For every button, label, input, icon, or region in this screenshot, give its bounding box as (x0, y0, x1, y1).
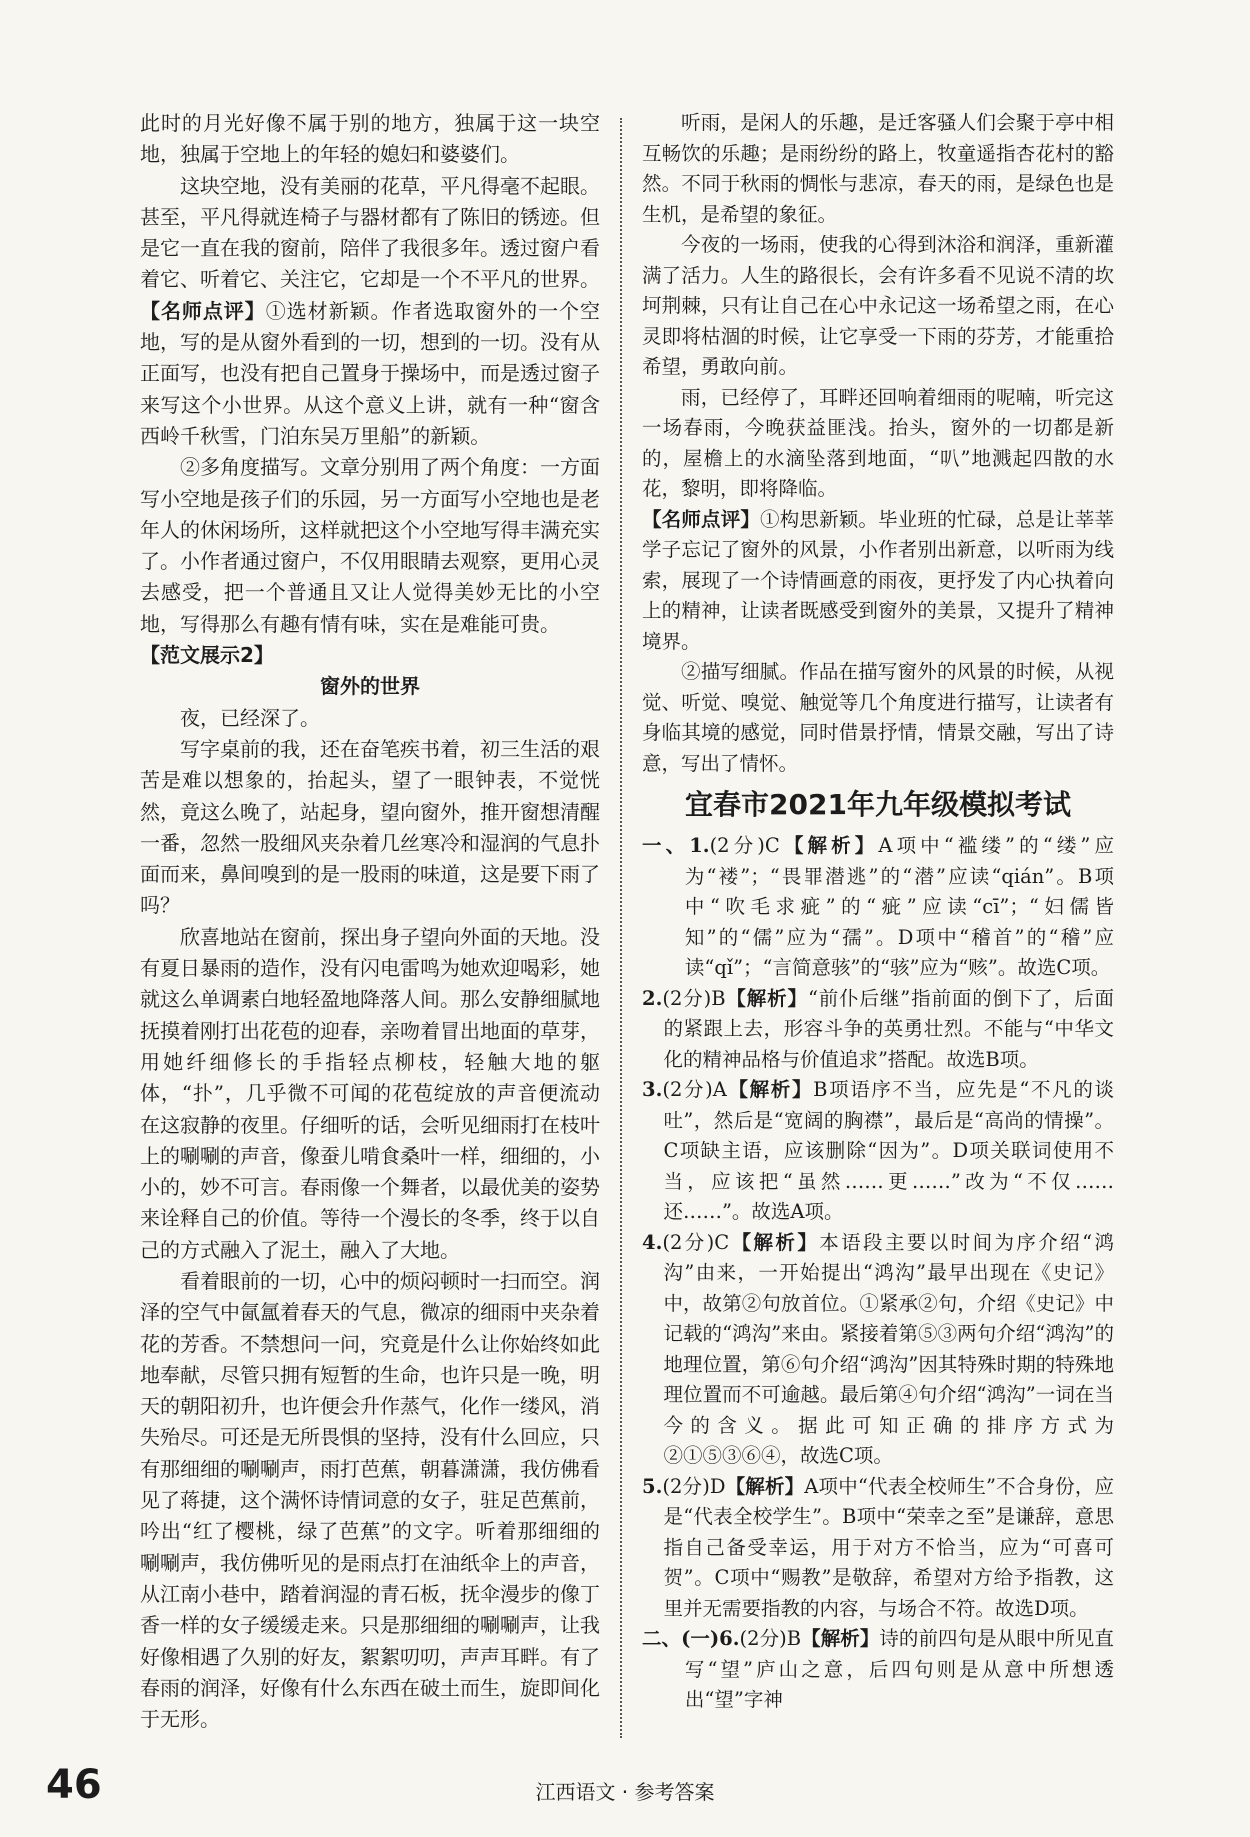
answer-item (642, 984, 1114, 1076)
comment-text: ①选材新颖。作者选取窗外的一个空地，写的是从窗外看到的一切，想到的一切。没有从正面写，也没有把自己置身于操场中，而是透过窗子来写这个小世界。从这个意义上讲，就有一种“窗含西岭千秋雪，门泊东吴万里船”的新颖。 (140, 298, 601, 448)
essay-title: 窗外的世界 (320, 674, 420, 699)
answer-score: (2分)B (739, 1627, 802, 1650)
right-column (642, 108, 1114, 1716)
sample-heading: 【范文展示2】 (140, 643, 274, 668)
answer-text: 本语段主要以时间为序介绍“鸿沟”由来，一开始提出“鸿沟”最早出现在《史记》中，故第②句放首位。①紧承②句，介绍《史记》中记载的“鸿沟”来由。紧接着第⑤③两句介绍“鸿沟”的地理位置，第⑥句介绍“鸿沟”因其特殊时期的特殊地理位置而不可逾越。最后第④句介绍“鸿沟”一词在当今的含义。据此可知正确的排序方式为②①⑤③⑥④，故选C项。 (663, 1230, 1114, 1467)
answer-score: (2分)C (709, 834, 780, 857)
answer-number: 5. (642, 1474, 663, 1498)
column-divider (620, 118, 622, 1738)
answer-score: (2分)C (662, 1230, 730, 1254)
answer-score: (2分)B (662, 986, 726, 1010)
answer-text: 诗的前四句是从眼中所见直写“望”庐山之意，后四句则是从意中所想透出“望”字神 (684, 1627, 1114, 1711)
paragraph: 此时的月光好像不属于别的地方，独属于这一块空地，独属于空地上的年轻的媳妇和婆婆们。 (140, 111, 600, 167)
answer-item (642, 1228, 1114, 1472)
teacher-comment (642, 505, 1114, 658)
analysis-tag: 【解析】 (725, 1474, 805, 1498)
paragraph: 夜，已经深了。 (180, 705, 320, 730)
answer-score: (2分)D (662, 1474, 726, 1498)
page-footer: 江西语文 · 参考答案 (535, 1780, 715, 1804)
answer-text: B项语序不当，应先是“不凡的谈吐”，然后是“宽阔的胸襟”，最后是“高尚的情操”。C项缺主语，应该删除“因为”。D项关联词使用不当，应该把“虽然……更……”改为“不仅……还……”。故选A项。 (663, 1078, 1114, 1223)
paragraph: 今夜的一场雨，使我的心得到沐浴和润泽，重新灌满了活力。人生的路很长，会有许多看不见说不清的坎坷荆棘，只有让自己在心中永记这一场希望之雨，在心灵即将枯涸的时候，让它享受一下雨的芬芳，才能重拾希望，勇敢向前。 (642, 233, 1114, 378)
answer-number: 2. (642, 986, 663, 1010)
answer-number: 3. (642, 1078, 663, 1101)
answer-text: A项中“代表全校师生”不合身份，应是“代表全校学生”。B项中“荣幸之至”是谦辞，意思指自己备受幸运，用于对方不恰当，应为“可喜可贺”。C项中“赐教”是敬辞，希望对方给予指教，这里并无需要指教的内容，与场合不符。故选D项。 (663, 1474, 1114, 1620)
paragraph: ②描写细腻。作品在描写窗外的风景的时候，从视觉、听觉、嗅觉、触觉等几个角度进行描写，让读者有身临其境的感觉，同时借景抒情，情景交融，写出了诗意，写出了情怀。 (642, 660, 1114, 775)
paragraph: 听雨，是闲人的乐趣，是迁客骚人们会聚于亭中相互畅饮的乐趣；是雨纷纷的路上，牧童遥指杏花村的豁然。不同于秋雨的惆怅与悲凉，春天的雨，是绿色也是生机，是希望的象征。 (642, 111, 1114, 226)
analysis-tag: 【解析】 (726, 1078, 814, 1101)
answer-text: “前仆后继”指前面的倒下了，后面的紧跟上去，形容斗争的英勇壮烈。不能与“中华文化的精神品格与价值追求”搭配。故选B项。 (663, 986, 1114, 1071)
analysis-tag: 【解析】 (779, 834, 879, 857)
paragraph: 雨，已经停了，耳畔还回响着细雨的呢喃，听完这一场春雨，今晚获益匪浅。抬头，窗外的一切都是新的，屋檐上的水滴坠落到地面，“叭”地溅起四散的水花，黎明，即将降临。 (642, 385, 1114, 500)
comment-heading: 【名师点评】 (642, 507, 761, 531)
paragraph: ②多角度描写。文章分别用了两个角度：一方面写小空地是孩子们的乐园，另一方面写小空地也是老年人的休闲场所，这样就把这个小空地写得丰满充实了。小作者通过窗户，不仅用眼睛去观察，更用心灵去感受，把一个普通且又让人觉得美妙无比的小空地，写得那么有趣有情有味，实在是难能可贵。 (140, 455, 600, 636)
answer-item (642, 831, 1114, 984)
answer-text: A项中“褴缕”的“缕”应为“褛”；“畏罪潜逃”的“潜”应读“qián”。B项中“吹毛求疵”的“疵”应读“cī”；“妇儒皆知”的“儒”应为“孺”。D项中“稽首”的“稽”应读“qǐ”；“言简意骇”的“骇”应为“赅”。故选C项。 (684, 834, 1114, 979)
paragraph: 这块空地，没有美丽的花草，平凡得毫不起眼。甚至，平凡得就连椅子与器材都有了陈旧的锈迹。但是它一直在我的窗前，陪伴了我很多年。透过窗户看着它、听着它、关注它，它却是一个不平凡的世界。 (140, 173, 600, 292)
teacher-comment (140, 296, 600, 452)
analysis-tag: 【解析】 (725, 986, 808, 1010)
answer-item (642, 1472, 1114, 1625)
left-column (140, 108, 600, 1735)
comment-heading: 【名师点评】 (140, 298, 266, 323)
comment-text: ①构思新颖。毕业班的忙碌，总是让莘莘学子忘记了窗外的风景，小作者别出新意，以听雨为线索，展现了一个诗情画意的雨夜，更抒发了内心执着向上的精神，让读者既感受到窗外的美景，又提升了精神境界。 (642, 507, 1114, 653)
analysis-tag: 【解析】 (801, 1627, 880, 1650)
paragraph: 写字桌前的我，还在奋笔疾书着，初三生活的艰苦是难以想象的，抬起头，望了一眼钟表，不觉恍然，竟这么晚了，站起身，望向窗外，推开窗想清醒一番，忽然一股细风夹杂着几丝寒冷和湿润的气息扑面而来，鼻间嗅到的是一股雨的味道，这是要下雨了吗？ (140, 736, 600, 918)
answer-number: 4. (642, 1230, 663, 1254)
page-number: 46 (46, 1762, 102, 1808)
paragraph: 欣喜地站在窗前，探出身子望向外面的天地。没有夏日暴雨的造作，没有闪电雷鸣为她欢迎喝彩，她就这么单调素白地轻盈地降落人间。那么安静细腻地抚摸着刚打出花苞的迎春，亲吻着冒出地面的草芽，用她纤细修长的手指轻点柳枝，轻触大地的躯体，“扑”，几乎微不可闻的花苞绽放的声音便流动在这寂静的夜里。仔细听的话，会听见细雨打在枝叶上的唰唰的声音，像蚕儿啃食桑叶一样，细细的，小小的，妙不可言。春雨像一个舞者，以最优美的姿势来诠释自己的价值。等待一个漫长的冬季，终于以自己的方式融入了泥土，融入了大地。 (140, 924, 600, 1262)
section-title: 宜春市2021年九年级模拟考试 (685, 788, 1071, 821)
answer-number: 二、(一)6. (642, 1627, 740, 1650)
answer-item (642, 1624, 1114, 1716)
answer-item (642, 1075, 1114, 1228)
answer-number: 一、1. (642, 834, 710, 857)
analysis-tag: 【解析】 (729, 1230, 820, 1254)
paragraph: 看着眼前的一切，心中的烦闷顿时一扫而空。润泽的空气中氤氲着春天的气息，微凉的细雨中夹杂着花的芳香。不禁想问一问，究竟是什么让你始终如此地奉献，尽管只拥有短暂的生命，也许只是一晚，明天的朝阳初升，也许便会升作蒸气，化作一缕风，消失殆尽。可还是无所畏惧的坚持，没有什么回应，只有那细细的唰唰声，雨打芭蕉，朝暮潇潇，我仿佛看见了蒋捷，这个满怀诗情词意的女子，驻足芭蕉前，吟出“红了樱桃，绿了芭蕉”的文字。听着那细细的唰唰声，我仿佛听见的是雨点打在油纸伞上的声音，从江南小巷中，踏着润湿的青石板，抚伞漫步的像丁香一样的女子缓缓走来。只是那细细的唰唰声，让我好像相遇了久别的好友，絮絮叨叨，声声耳畔。有了春雨的润泽，好像有什么东西在破土而生，旋即间化于无形。 (140, 1268, 600, 1732)
answer-score: (2分)A (662, 1078, 727, 1101)
